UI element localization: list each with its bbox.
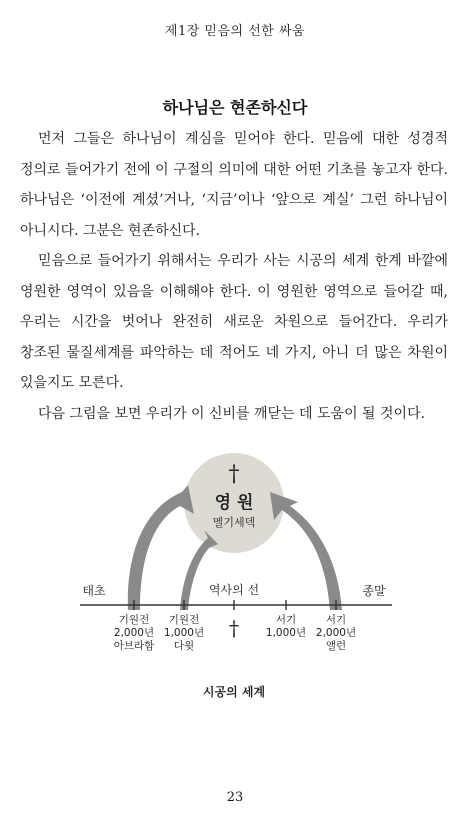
tick-year: 2,000년 (113, 627, 155, 639)
time-eternity-diagram (0, 440, 470, 720)
running-head: 제1장 믿음의 선한 싸움 (164, 24, 306, 39)
tick-year: 2,000년 (315, 627, 357, 639)
eternity-cross-icon: † (228, 462, 240, 487)
tick-era: 서기 (275, 614, 297, 626)
section-title: 하나님은 현존하신다 (162, 98, 308, 117)
end-label: 종말 (362, 584, 386, 598)
tick-label-allen (301, 614, 371, 653)
paragraph: 믿음으로 들어가기 위해서는 우리가 사는 시공의 세계 한계 바깥에 영원한 영역이 있음을 이해해야 한다. 이 영원한 영역으로 들어갈 때, 우리는 시간을 벗어나 완전히 새로운 차원으로 들어간다. 우리가 창조된 물질세계를 파악하는 데 적어도 네 가지, 아니 더 많은 차원이 있을지도 모른다. (20, 253, 448, 391)
tick-year: 1,000년 (265, 627, 307, 639)
figure-caption: 시공의 세계 (202, 685, 266, 699)
eternity-subtitle: 멜기세덱 (212, 516, 256, 529)
paragraph: 먼저 그들은 하나님이 계심을 믿어야 한다. 믿음에 대한 성경적 정의로 들어가기 전에 이 구절의 의미에 대한 어떤 기초를 놓고자 한다. 하나님은 ‘이전에 계셨’거나, ‘지금’이나 ‘앞으로 계실’ 그런 하나님이 아니시다. 그분은 현존하신다. (20, 131, 448, 239)
tick-person: 아브라함 (113, 640, 155, 652)
beginning-label: 태초 (82, 584, 106, 598)
paragraph: 다음 그림을 보면 우리가 이 신비를 깨닫는 데 도움이 될 것이다. (38, 405, 426, 422)
tick-era: 기원전 (168, 614, 200, 626)
tick-label-david (149, 614, 219, 653)
history-line-label: 역사의 선 (208, 583, 260, 597)
tick-year: 1,000년 (163, 627, 205, 639)
page-number: 23 (226, 790, 244, 805)
david-arrow (180, 530, 218, 610)
allen-arrow (270, 492, 342, 610)
tick-person: 다윗 (173, 640, 195, 652)
body-text (20, 124, 448, 429)
eternity-title: 영 원 (214, 493, 254, 513)
tick-person: 앨런 (325, 640, 347, 652)
timeline-cross-icon: † (229, 616, 239, 640)
tick-era: 기원전 (118, 614, 150, 626)
tick-era: 서기 (325, 614, 347, 626)
